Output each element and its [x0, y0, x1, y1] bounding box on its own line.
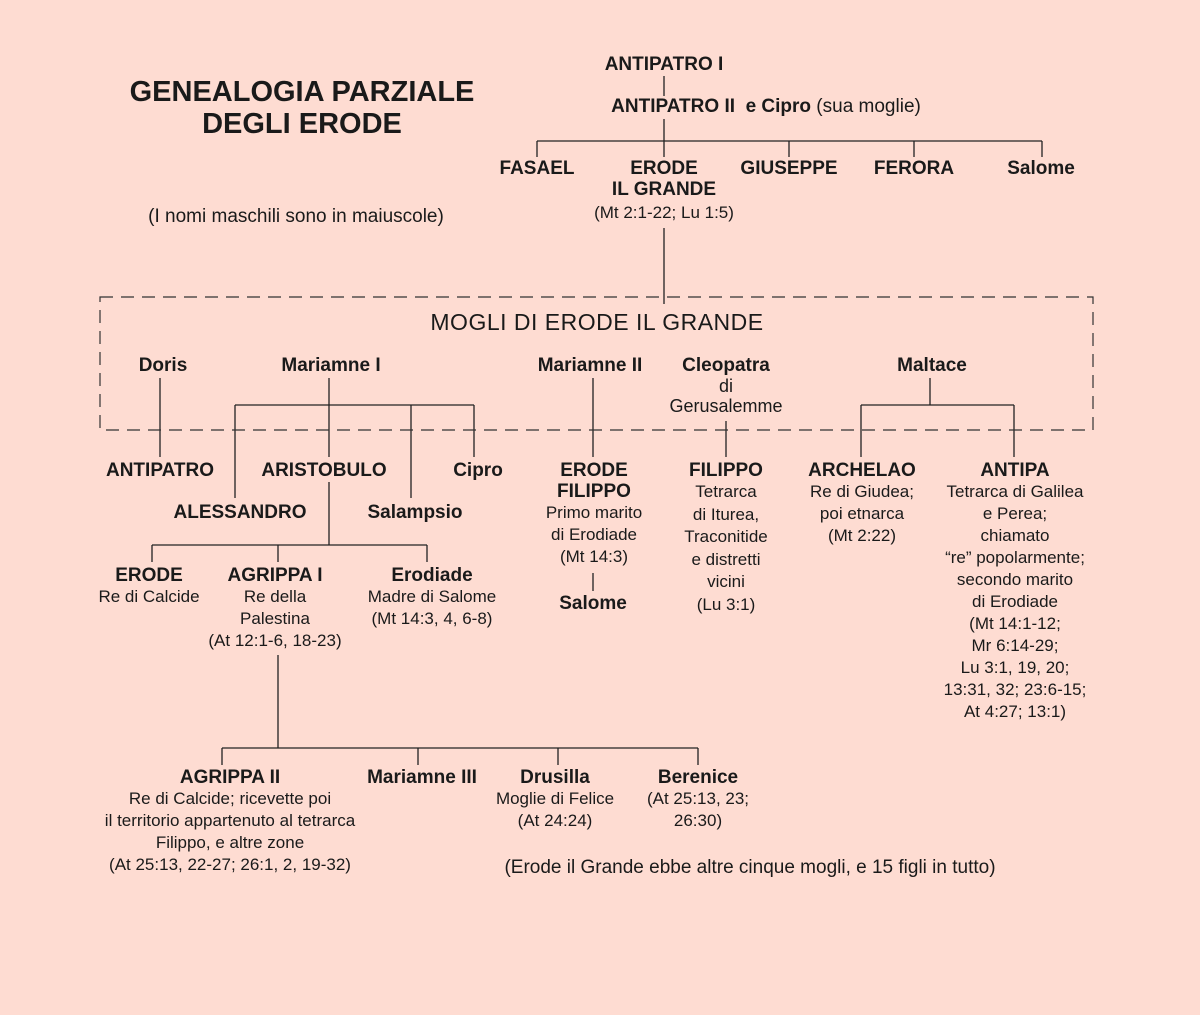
son-aristobulo: ARISTOBULO — [261, 460, 387, 481]
wife-maltace: Maltace — [897, 355, 967, 376]
legend-note: (I nomi maschili sono in maiuscole) — [148, 206, 444, 227]
great-granddaughter-drusilla: Drusilla Moglie di Felice (At 24:24) — [495, 767, 615, 830]
wife-mariamne-ii: Mariamne II — [537, 355, 643, 376]
wife-cleopatra: Cleopatra di Gerusalemme — [669, 355, 783, 416]
granddaughter-salome: Salome — [559, 593, 627, 614]
great-granddaughter-berenice: Berenice (At 25:13, 23; 26:30) — [646, 767, 750, 830]
wives-box-title: MOGLI DI ERODE IL GRANDE — [430, 309, 764, 335]
son-filippo: FILIPPO Tetrarca di Iturea, Traconitide e distretti vicini (Lu 3:1) — [684, 460, 768, 614]
sua-moglie-label: (sua moglie) — [816, 96, 921, 117]
person-ferora: FERORA — [873, 158, 955, 179]
son-archelao: ARCHELAO Re di Giudea; poi etnarca (Mt 2:22) — [808, 460, 916, 545]
person-erode-il-grande: ERODE IL GRANDE — [611, 158, 717, 200]
son-alessandro: ALESSANDRO — [173, 502, 307, 523]
great-granddaughter-mariamne-iii: Mariamne III — [367, 767, 477, 788]
page-title: GENEALOGIA PARZIALE DEGLI ERODE — [129, 76, 475, 140]
wife-mariamne-i: Mariamne I — [281, 355, 381, 376]
grandson-agrippa-i: AGRIPPA I Re della Palestina (At 12:1-6, 18-23) — [208, 565, 342, 650]
daughter-salampsio: Salampsio — [367, 502, 463, 523]
daughter-cipro: Cipro — [453, 460, 503, 481]
great-grandson-agrippa-ii: AGRIPPA II Re di Calcide; ricevette poi il territorio appartenuto al tetrarca Filippo, e altre zone (At 25:13, 22-27; 26:1, 2, 19-32) — [104, 767, 356, 874]
cipro-name: e Cipro — [745, 96, 812, 117]
person-salome-sister: Salome — [1007, 158, 1075, 179]
wife-doris: Doris — [138, 355, 188, 376]
grandson-erode-re-di-calcide: ERODE Re di Calcide — [98, 565, 200, 606]
footer-note: (Erode il Grande ebbe altre cinque mogli, e 15 figli in tutto) — [504, 857, 996, 878]
person-giuseppe: GIUSEPPE — [740, 158, 838, 179]
person-antipatro-i: ANTIPATRO I — [604, 54, 724, 75]
antipatro-ii-name: ANTIPATRO II — [611, 96, 735, 117]
son-antipa: ANTIPA Tetrarca di Galilea e Perea; chiamato “re” popolarmente; secondo marito di Erodiade (Mt 14:1-12; Mr 6:14-29; Lu 3:1, 19, 20; 13:31, 32; 23:6-15; At 4:27; 13:1) — [943, 460, 1087, 721]
person-fasael: FASAEL — [499, 158, 575, 179]
granddaughter-erodiade: Erodiade Madre di Salome (Mt 14:3, 4, 6-8) — [367, 565, 497, 628]
erode-il-grande-ref: (Mt 2:1-22; Lu 1:5) — [594, 203, 734, 222]
person-antipatro-ii — [611, 96, 921, 117]
son-antipatro: ANTIPATRO — [105, 460, 215, 481]
son-erode-filippo: ERODE FILIPPO Primo marito di Erodiade (Mt 14:3) — [545, 460, 643, 566]
